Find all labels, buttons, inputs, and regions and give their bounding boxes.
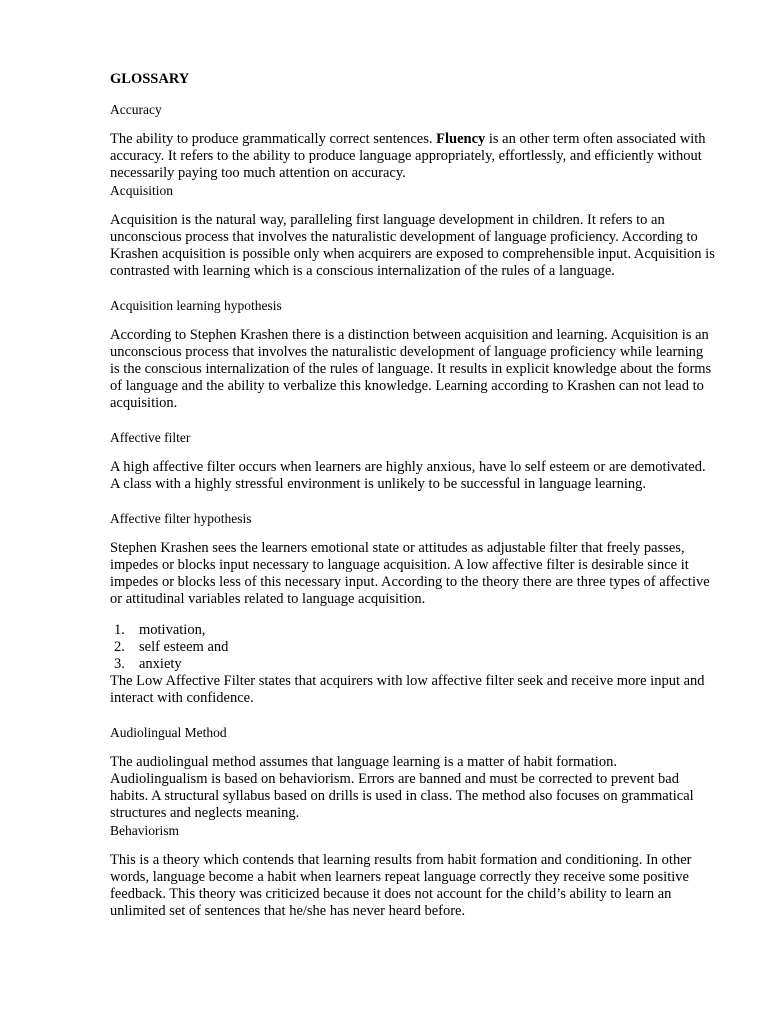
term-accuracy: Accuracy xyxy=(110,102,162,117)
definition-acquisition-learning-hypothesis: According to Stephen Krashen there is a distinction between acquisition and learning. Acquisition is an unconscious process that involves the naturalistic development of language proficiency while learning is the conscious internalization of the rules of language. It results in explicit knowledge about the forms of language and the ability to verbalize this knowledge. Learning according to Krashen can not lead to acquisition. xyxy=(110,327,712,411)
page-title: GLOSSARY xyxy=(110,71,190,87)
list-item-number: 2. xyxy=(114,639,125,655)
definition-behaviorism: This is a theory which contends that learning results from habit formation and conditioning. In other words, language become a habit when learners repeat language correctly they receive some positive feedback. This theory was criticized because it does not account for the child’s ability to learn an unlimited set of sentences that he/she has never heard before. xyxy=(110,852,692,919)
affective-variables-list xyxy=(110,622,716,673)
keyword-fluency: Fluency xyxy=(436,131,486,147)
term-acquisition-learning-hypothesis: Acquisition learning hypothesis xyxy=(110,298,282,313)
list-item-text: anxiety xyxy=(139,656,182,672)
low-affective-filter-statement: The Low Affective Filter states that acquirers with low affective filter seek and receive more input and interact with confidence. xyxy=(110,673,705,706)
list-item xyxy=(110,639,716,656)
term-affective-filter: Affective filter xyxy=(110,430,191,445)
list-item-text: self esteem and xyxy=(139,639,229,655)
term-acquisition: Acquisition xyxy=(110,183,173,198)
definition-affective-filter: A high affective filter occurs when learners are highly anxious, have lo self esteem or are demotivated. A class with a highly stressful environment is unlikely to be successful in language learning. xyxy=(110,459,706,492)
list-item-number: 1. xyxy=(114,622,125,638)
term-behaviorism: Behaviorism xyxy=(110,823,179,838)
document-page xyxy=(110,70,716,934)
term-affective-filter-hypothesis: Affective filter hypothesis xyxy=(110,511,252,526)
list-item-number: 3. xyxy=(114,656,125,672)
term-audiolingual-method: Audiolingual Method xyxy=(110,725,227,740)
list-item xyxy=(110,656,716,673)
definition-accuracy xyxy=(110,131,716,182)
definition-audiolingual-method: The audiolingual method assumes that language learning is a matter of habit formation. Audiolingualism is based on behaviorism. Errors are banned and must be corrected to prevent bad habits. A structural syllabus based on drills is used in class. The method also focuses on grammatical structures and neglects meaning. xyxy=(110,754,694,821)
list-item xyxy=(110,622,716,639)
definition-accuracy-part1: The ability to produce grammatically correct sentences. xyxy=(110,131,437,147)
definition-accuracy-part2: is an other term often associated with accuracy. It refers to the ability to produce language appropriately, effortlessly, and efficiently without necessarily paying too much attention on accuracy. xyxy=(110,131,706,181)
definition-acquisition: Acquisition is the natural way, paralleling first language development in children. It refers to an unconscious process that involves the naturalistic development of language proficiency. According to Krashen acquisition is possible only when acquirers are exposed to comprehensible input. Acquisition is contrasted with learning which is a conscious internalization of the rules of a language. xyxy=(110,212,715,279)
list-item-text: motivation, xyxy=(139,622,206,638)
definition-affective-filter-hypothesis: Stephen Krashen sees the learners emotional state or attitudes as adjustable filter that freely passes, impedes or blocks input necessary to language acquisition. A low affective filter is desirable since it impedes or blocks less of this necessary input. According to the theory there are three types of affective or attitudinal variables related to language acquisition. xyxy=(110,540,710,607)
